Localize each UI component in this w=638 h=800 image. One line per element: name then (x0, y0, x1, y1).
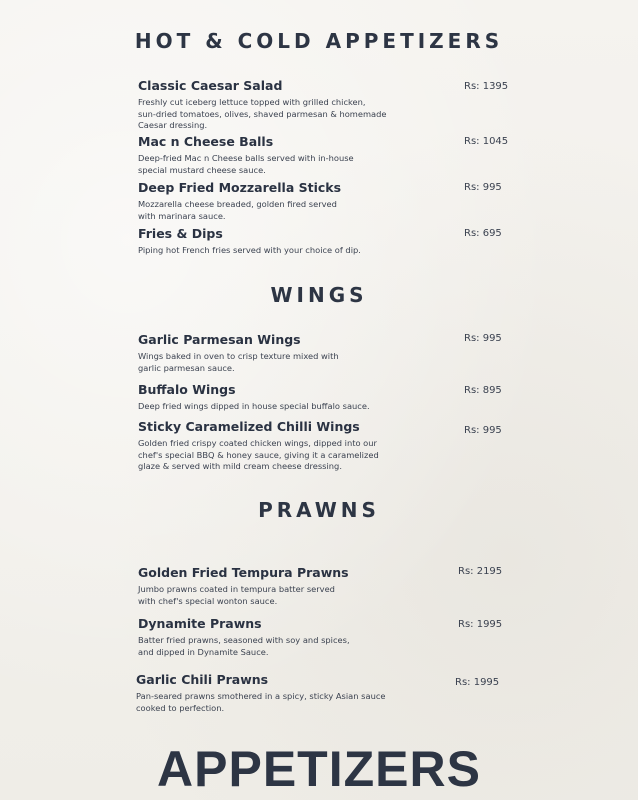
item-description: Wings baked in oven to crisp texture mixed with garlic parmesan sauce. (138, 351, 339, 373)
section-title-prawns: PRAWNS (258, 498, 380, 522)
menu-item (138, 180, 518, 222)
item-description: Golden fried crispy coated chicken wings, dipped into our chef's special BBQ & honey sauce, giving it a caramelized glaze & served with mild cream cheese dressing. (138, 438, 379, 471)
menu-item (138, 332, 518, 374)
item-name: Mac n Cheese Balls (138, 134, 274, 149)
item-price: Rs: 895 (464, 385, 502, 396)
item-price: Rs: 695 (464, 228, 502, 239)
item-description: Jumbo prawns coated in tempura batter served with chef's special wonton sauce. (138, 584, 335, 606)
item-price: Rs: 2195 (458, 566, 503, 577)
item-price: Rs: 995 (464, 333, 502, 344)
item-description: Deep fried wings dipped in house special buffalo sauce. (138, 401, 370, 411)
item-price: Rs: 995 (464, 425, 502, 436)
menu-item (138, 382, 518, 413)
menu-item (138, 226, 518, 257)
item-description: Mozzarella cheese breaded, golden fired served with marinara sauce. (138, 199, 337, 221)
section-title-hot-cold-appetizers: HOT & COLD APPETIZERS (134, 29, 504, 53)
item-price: Rs: 1995 (458, 619, 503, 630)
item-name: Dynamite Prawns (138, 616, 262, 631)
item-price: Rs: 1995 (455, 677, 500, 688)
menu-item (138, 78, 518, 132)
item-name: Golden Fried Tempura Prawns (138, 565, 349, 580)
item-name: Buffalo Wings (138, 382, 236, 397)
item-description: Freshly cut iceberg lettuce topped with grilled chicken, sun-dried tomatoes, olives, shaved parmesan & homemade Caesar dressing. (138, 97, 387, 130)
item-price: Rs: 1045 (464, 136, 509, 147)
item-name: Deep Fried Mozzarella Sticks (138, 180, 342, 195)
menu-item (138, 419, 518, 473)
item-name: Garlic Parmesan Wings (138, 332, 301, 347)
item-name: Fries & Dips (138, 226, 223, 241)
item-description: Piping hot French fries served with your choice of dip. (138, 245, 361, 255)
item-description: Pan-seared prawns smothered in a spicy, sticky Asian sauce cooked to perfection. (136, 691, 386, 713)
item-description: Batter fried prawns, seasoned with soy and spices, and dipped in Dynamite Sauce. (138, 635, 350, 657)
item-description: Deep-fried Mac n Cheese balls served with in-house special mustard cheese sauce. (138, 153, 354, 175)
item-price: Rs: 995 (464, 182, 502, 193)
item-name: Garlic Chili Prawns (136, 672, 269, 687)
appetizers-title: APPETIZERS (157, 741, 481, 797)
menu-item (138, 134, 518, 176)
item-name: Sticky Caramelized Chilli Wings (138, 419, 360, 434)
item-price: Rs: 1395 (464, 81, 509, 92)
section-title-wings: WINGS (270, 283, 368, 307)
item-name: Classic Caesar Salad (138, 78, 283, 93)
